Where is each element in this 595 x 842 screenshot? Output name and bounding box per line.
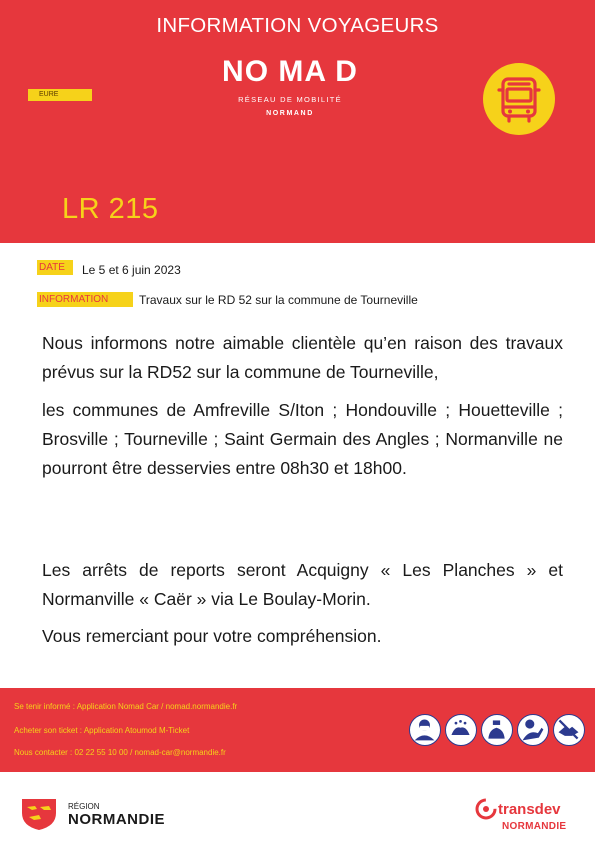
information-value: Travaux sur le RD 52 sur la commune de Tourneville (139, 293, 418, 307)
region-tag: EURE (28, 89, 92, 101)
notice-paragraph-1: Nous informons notre aimable clientèle qu’en raison des travaux prévus sur la RD52 sur la commune de Tourneville, (42, 333, 563, 382)
footer-ticket-line: Acheter son ticket : Application Atoumod M-Ticket (14, 726, 190, 735)
transdev-swirl-icon (474, 797, 498, 821)
nomad-logo-subtitle: RÉSEAU DE MOBILITÉ (238, 95, 342, 104)
header-banner (0, 0, 595, 243)
sanitizer-icon (481, 714, 513, 746)
bus-icon (483, 63, 555, 135)
cough-elbow-icon (517, 714, 549, 746)
nomad-logo-subtitle-2: NORMAND (266, 110, 314, 117)
information-label: INFORMATION (37, 292, 133, 307)
transdev-region: NORMANDIE (502, 821, 567, 832)
nomad-logo-word: NO MA D (222, 55, 358, 88)
region-big-label: NORMANDIE (68, 811, 165, 828)
date-value: Le 5 et 6 juin 2023 (82, 263, 181, 277)
hand-wash-icon (445, 714, 477, 746)
nomad-logo (200, 55, 380, 117)
line-number: LR 215 (62, 193, 159, 225)
page-title: INFORMATION VOYAGEURS (156, 14, 439, 37)
region-small-label: RÉGION (68, 802, 100, 811)
notice-paragraph-4: Vous remerciant pour votre compréhension. (42, 626, 382, 646)
date-label: DATE (37, 260, 73, 275)
no-handshake-icon (553, 714, 585, 746)
region-normandie-crest-icon (20, 797, 58, 831)
mask-icon (409, 714, 441, 746)
footer-info-line: Se tenir informé : Application Nomad Car / nomad.normandie.fr (14, 702, 238, 711)
notice-paragraph-2: les communes de Amfreville S/Iton ; Hondouville ; Houetteville ; Brosville ; Tourneville ; Saint Germain des Angles ; Normanville ne pourront être desservies entre 08h30 et 18h00. (42, 400, 563, 478)
transdev-word: transdev (498, 801, 561, 818)
footer-contact-line: Nous contacter : 02 22 55 10 00 / nomad-car@normandie.fr (14, 748, 226, 757)
notice-paragraph-3: Les arrêts de reports seront Acquigny « Les Planches » et Normanville « Caër » via Le Boulay-Morin. (42, 560, 563, 609)
bus-badge (483, 63, 555, 135)
